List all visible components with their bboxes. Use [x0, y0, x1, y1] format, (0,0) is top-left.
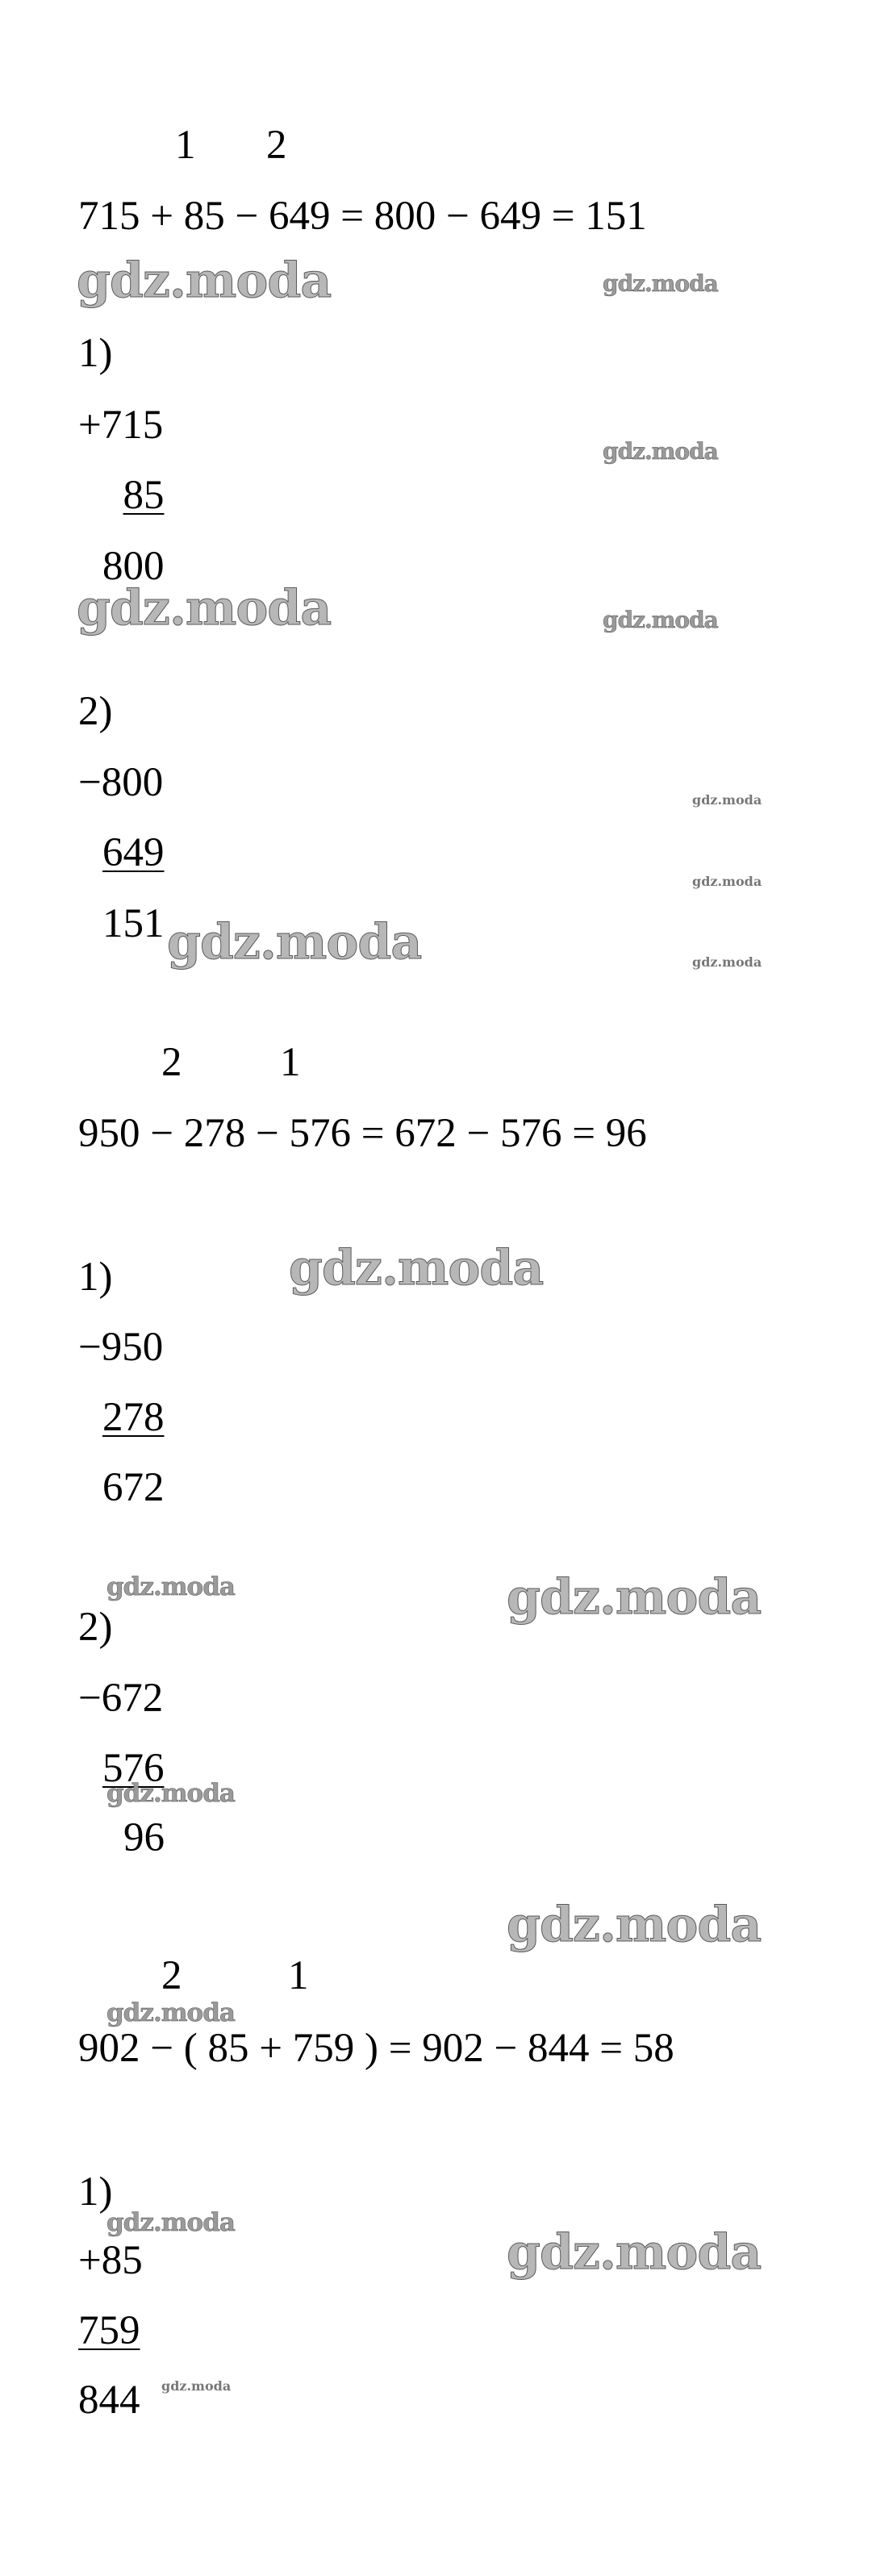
watermark-logo: gdz.moda [106, 1572, 235, 1601]
watermark-logo: gdz.moda [161, 2378, 232, 2394]
column-bottom: 649 [102, 830, 165, 875]
watermark-logo: gdz.moda [692, 954, 762, 970]
column-top: −800 [78, 760, 164, 805]
column-bottom: 278 [102, 1395, 165, 1440]
column-result: 844 [78, 2378, 140, 2423]
watermark-logo: gdz.moda [507, 1897, 762, 1953]
column-top: −950 [78, 1325, 164, 1370]
watermark-logo: gdz.moda [167, 914, 422, 971]
watermark-logo: gdz.moda [106, 2208, 235, 2237]
order-mark-2: 2 [266, 123, 287, 168]
column-top: −672 [78, 1676, 164, 1721]
watermark-logo: gdz.moda [603, 270, 718, 297]
step-label: 1) [78, 2169, 113, 2215]
step-label: 1) [78, 1255, 113, 1300]
step-label: 1) [78, 331, 113, 376]
order-mark-2: 2 [161, 1953, 182, 1998]
column-result: 672 [102, 1465, 165, 1510]
order-mark-2: 2 [161, 1040, 182, 1085]
watermark-logo: gdz.moda [77, 253, 332, 309]
watermark-logo: gdz.moda [289, 1240, 544, 1296]
expression-1: 715 + 85 − 649 = 800 − 649 = 151 [78, 194, 647, 239]
watermark-logo: gdz.moda [106, 1998, 235, 2027]
watermark-logo: gdz.moda [692, 792, 762, 808]
watermark-logo: gdz.moda [603, 607, 718, 633]
watermark-logo: gdz.moda [106, 1779, 235, 1808]
column-bottom: 576 [102, 1746, 165, 1791]
column-result: 800 [102, 544, 165, 589]
watermark-logo: gdz.moda [603, 438, 718, 465]
expression-2: 950 − 278 − 576 = 672 − 576 = 96 [78, 1111, 647, 1156]
watermark-logo: gdz.moda [507, 2224, 762, 2281]
column-result: 151 [102, 901, 165, 946]
expression-3: 902 − ( 85 + 759 ) = 902 − 844 = 58 [78, 2026, 674, 2071]
watermark-logo: gdz.moda [507, 1569, 762, 1626]
column-top: +85 [78, 2238, 143, 2283]
order-mark-1: 1 [175, 123, 196, 168]
column-bottom: 759 [78, 2308, 140, 2353]
order-mark-1: 1 [280, 1040, 301, 1085]
order-mark-1: 1 [288, 1953, 309, 1998]
column-result: 96 [123, 1815, 165, 1860]
step-label: 2) [78, 689, 113, 734]
watermark-logo: gdz.moda [77, 580, 332, 637]
column-bottom: 85 [123, 473, 165, 518]
watermark-logo: gdz.moda [692, 874, 762, 889]
step-label: 2) [78, 1605, 113, 1650]
column-top: +715 [78, 403, 164, 448]
